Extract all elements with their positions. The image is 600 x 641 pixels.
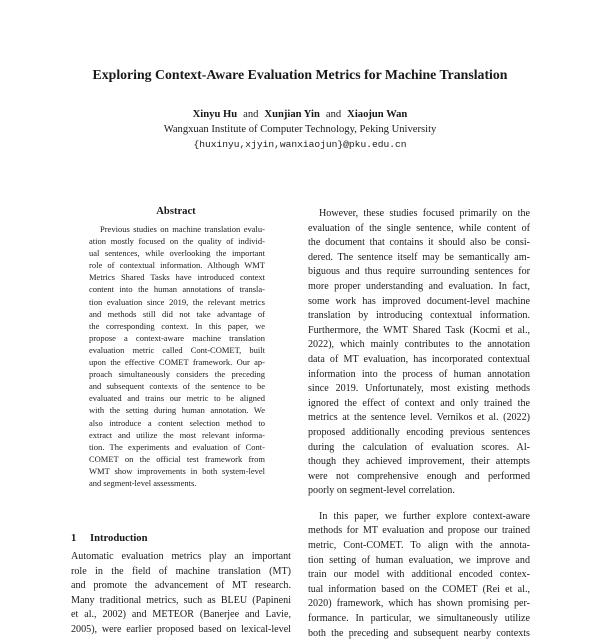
abstract-line: and methods still did not take advantage of — [89, 308, 265, 319]
abstract-line: role of contextual information. Although WMT — [89, 260, 265, 271]
body-line: metrics at the sentence level. Vernikos et al. (2022) — [308, 412, 530, 424]
author-separator: and — [243, 109, 259, 120]
author-line — [0, 108, 600, 122]
abstract-line: propose a context-aware machine translation — [89, 332, 265, 343]
body-line: dered. The sentence itself may be semantically am- — [308, 251, 530, 263]
body-line: were not comprehensive enough and performed — [308, 470, 530, 482]
abstract-line: ation mostly focused on the quality of individ- — [89, 236, 265, 247]
body-line: translation by introducing contextual information. — [308, 310, 530, 322]
body-line: evaluation of the single sentence, while content of — [308, 222, 530, 234]
abstract-body — [89, 223, 265, 489]
abstract-line: COMET on the official test framework from — [89, 453, 265, 464]
body-line: methods for MT evaluation and propose our trained — [308, 525, 530, 537]
abstract-line: and subsequent contexts of the sentence to be — [89, 381, 265, 392]
body-line: train our model with additional encoded contex- — [308, 569, 530, 581]
author-separator: and — [325, 109, 342, 120]
intro-line: Automatic evaluation metrics play an important — [71, 551, 291, 562]
intro-line: and promote the advancement of MT research. — [71, 580, 291, 592]
author-name: Xiaojun Wan — [347, 109, 408, 120]
body-line: tion setting of human evaluation, we improve and — [308, 554, 530, 566]
body-line: In this paper, we further explore context-aware — [319, 510, 530, 522]
body-line: tual information based on the COMET (Rei et al., — [308, 583, 530, 595]
abstract-line: and segment-level assessments. — [89, 477, 197, 488]
abstract-line: extract and utilize the most relevant informa- — [89, 429, 265, 440]
body-line: ignored the effect of context and only trained the — [308, 397, 530, 409]
abstract-line: with the setting during human annotation. We — [89, 405, 265, 416]
body-line: poorly on segment-level correlation. — [308, 485, 455, 497]
abstract-line: proach simultaneously considers the preceding — [89, 369, 265, 380]
paper-title: Exploring Context-Aware Evaluation Metrics for Machine Translation — [92, 67, 508, 82]
body-line: both the preceding and subsequent nearby contexts — [308, 627, 530, 639]
abstract-line: ual sentences, while overlooking the important — [89, 248, 265, 259]
body-line: However, these studies focused primarily on the — [319, 208, 530, 219]
abstract-line: content into the human annotations of transla- — [89, 284, 265, 295]
abstract-line: evaluated and trains our metric to be aligned — [89, 393, 265, 404]
abstract-line: the corresponding context. In this paper, we — [89, 320, 265, 331]
abstract-line: Previous studies on machine translation evalu- — [100, 224, 265, 234]
abstract-line: evaluation metric called Cont-COMET, built — [89, 344, 265, 355]
abstract-line: Metrics Shared Tasks have introduced context — [89, 272, 265, 283]
right-column-body — [308, 207, 530, 641]
abstract-line: also introduce a content selection method to — [89, 417, 265, 428]
intro-line: Many traditional metrics, such as BLEU (Papineni — [71, 594, 291, 606]
introduction-body — [71, 550, 291, 638]
abstract-heading: Abstract — [156, 206, 196, 217]
body-line: more proper understanding and evaluation. In fact, — [308, 280, 530, 292]
abstract-line: WMT show improvements in both system-level — [89, 465, 265, 476]
abstract-line: tion. The experiments and evaluation of Cont- — [89, 441, 265, 452]
section-number: 1 — [71, 533, 77, 544]
body-line: formance. In particular, we simultaneously utilize — [308, 613, 530, 625]
affiliation: Wangxuan Institute of Computer Technology, Peking University — [163, 124, 437, 135]
abstract-line: upon the effective COMET framework. Our ap- — [89, 357, 265, 368]
section-heading — [71, 532, 291, 545]
abstract-line: tion evaluation since 2019, the relevant metrics — [89, 296, 265, 307]
paragraph-gap — [308, 499, 530, 510]
author-email: {huxinyu,xjyin,wanxiaojun}@pku.edu.cn — [193, 139, 407, 150]
body-line: though they achieved improvement, their attempts — [308, 456, 530, 468]
body-line: metric, Cont-COMET. To align with the annota- — [308, 540, 530, 552]
body-line: Furthermore, the WMT Shared Task (Kocmi et al., — [308, 324, 530, 336]
intro-line: 2005), were earlier proposed based on lexical-level — [71, 623, 291, 635]
intro-line: role in the field of machine translation (MT) — [71, 565, 291, 577]
body-line: data of MT evaluation, has incorporated contextual — [308, 353, 530, 365]
body-line: during the calculation of evaluation scores. Al- — [308, 441, 530, 453]
author-name: Xunjian Yin — [264, 109, 320, 120]
intro-line: et al., 2002) and METEOR (Banerjee and Lavie, — [71, 609, 291, 621]
body-line: information into the process of human annotation — [308, 368, 530, 380]
author-name: Xinyu Hu — [192, 109, 238, 120]
body-line: proposed additionally encoding previous sentences — [308, 426, 530, 438]
body-line: biguous and thus require surrounding sentences for — [308, 266, 530, 278]
body-line: 2022), which mainly contributes to the annotation — [308, 339, 530, 351]
section-title: Introduction — [90, 533, 148, 544]
body-line: the document that contains it should also be consi- — [308, 237, 530, 249]
body-line: since 2019. Unfortunately, most existing methods — [308, 383, 530, 395]
body-line: 2020) framework, which has shown promising per- — [308, 598, 530, 610]
body-line: some work has improved document-level machine — [308, 295, 530, 307]
